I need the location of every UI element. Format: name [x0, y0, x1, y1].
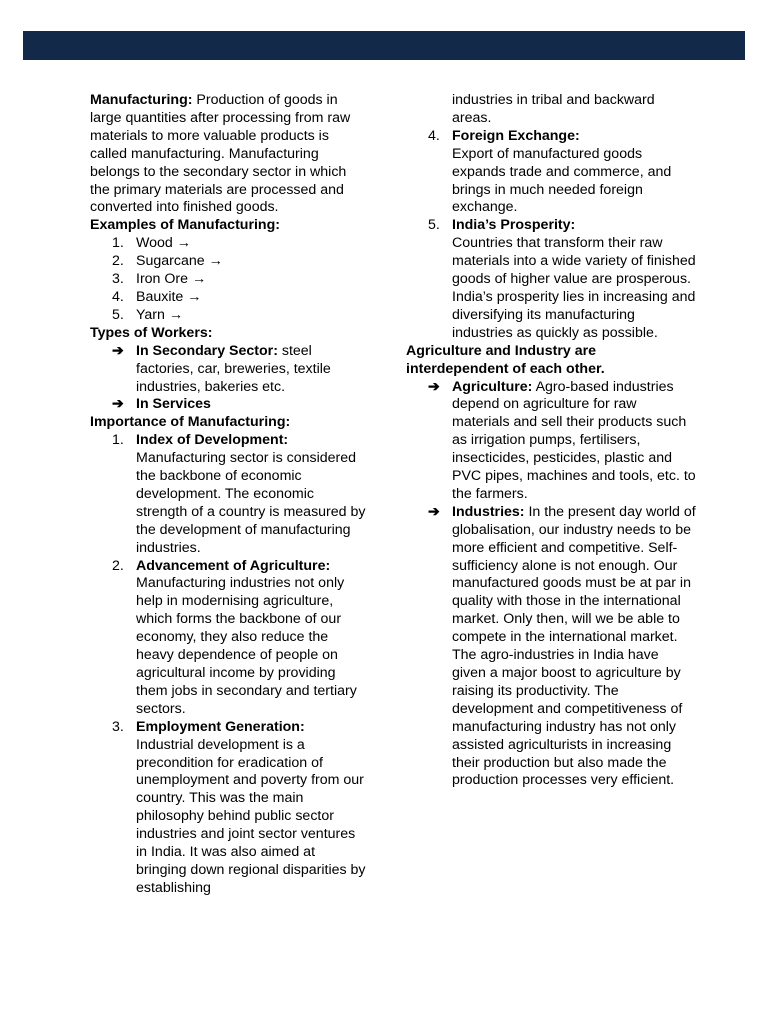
list-item: ➔ Agriculture: Agro-based industries depend on agriculture for raw materials and sell their products such as irrigation pumps, fertilisers, insecticides, pesticides, plastic and PVC pipes, machines and tools, etc. to the farmers.: [428, 378, 696, 502]
continuation-text: industries in tribal and backward areas.: [452, 92, 655, 126]
list-item: 1. Wood →: [112, 235, 191, 252]
right-column: [406, 92, 696, 790]
workers-heading: Types of Workers:: [90, 324, 213, 341]
list-item: 3. Employment Generation: Industrial development is a precondition for eradication of unemployment and poverty from our country. This was the main philosophy behind public sector industries and joint sector ventures in India. It was also aimed at bringing down regional disparities by establishing: [112, 718, 366, 896]
list-item: 4. Foreign Exchange: Export of manufactured goods expands trade and commerce, and brings in much needed foreign exchange.: [428, 127, 672, 216]
list-item: ➔ Industries: In the present day world of globalisation, our industry needs to be more efficient and competitive. Self-sufficiency alone is not enough. Our manufactured goods must be at par in quality with those in the international market. Only then, will we be able to compete in the international market. The agro-industries in India have given a major boost to agriculture by raising its productivity. The development and competitiveness of manufacturing industry has not only assisted agriculturists in increasing their production but also made the production processes very efficient.: [428, 503, 696, 789]
list-item: 5. Yarn →: [112, 306, 184, 323]
intro-text: Production of goods in large quantities after processing from raw materials to more valuable products is called manufacturing. Manufacturing belongs to the secondary sector in which the primary materials are processed and converted into finished goods.: [90, 92, 351, 216]
list-item: 4. Bauxite →: [112, 288, 202, 305]
arrow-icon: ➔: [112, 396, 124, 413]
list-item: 5. India’s Prosperity: Countries that transform their raw materials into a wide variety of finished goods of higher value are prosperous. India’s prosperity lies in increasing and diversifying its manufacturing industries as quickly as possible.: [428, 217, 696, 341]
interdependence-heading: Agriculture and Industry are interdependent of each other.: [406, 342, 605, 377]
header-bar: [23, 31, 745, 60]
list-item: ➔ In Services: [112, 396, 211, 413]
list-item: 1. Index of Development: Manufacturing sector is considered the backbone of economic development. The economic strength of a country is measured by the development of manufacturing industries.: [112, 432, 366, 556]
list-item: 2. Sugarcane →: [112, 253, 223, 270]
importance-heading: Importance of Manufacturing:: [90, 414, 291, 431]
left-column: [90, 92, 366, 898]
list-item: 3. Iron Ore →: [112, 271, 207, 288]
arrow-icon: ➔: [112, 342, 124, 359]
list-item: 2. Advancement of Agriculture: Manufacturing industries not only help in modernising agriculture, which forms the backbone of our economy, they also reduce the heavy dependence of people on agricultural income by providing them jobs in secondary and tertiary sectors.: [112, 557, 357, 717]
intro-label: Manufacturing:: [90, 92, 193, 108]
arrow-icon: ➔: [428, 503, 440, 520]
list-item: ➔ In Secondary Sector: steel factories, car, breweries, textile industries, bakeries etc.: [112, 342, 331, 395]
examples-heading: Examples of Manufacturing:: [90, 217, 280, 234]
intro-paragraph: [90, 92, 366, 217]
arrow-icon: ➔: [428, 378, 440, 395]
